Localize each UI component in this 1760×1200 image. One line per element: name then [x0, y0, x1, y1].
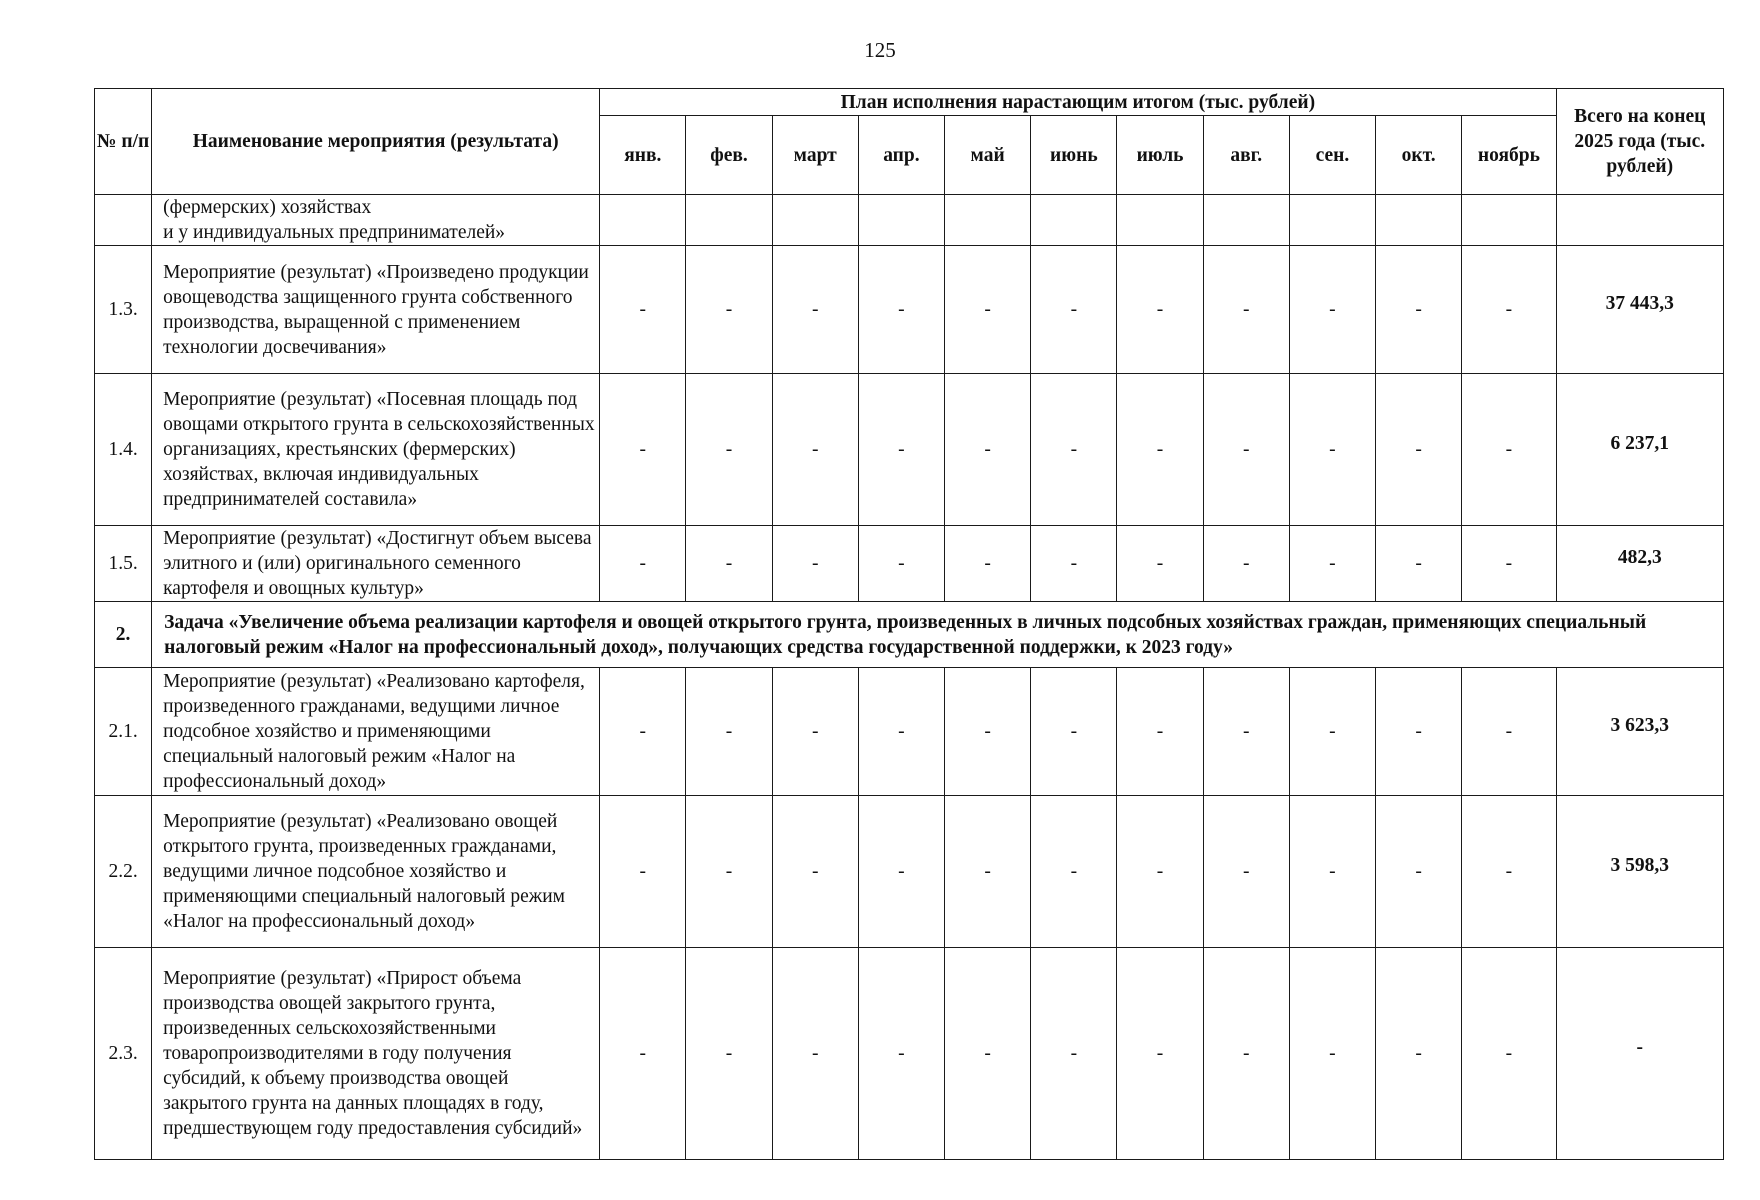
month-header: ноябрь — [1462, 116, 1556, 195]
month-cell: - — [772, 526, 858, 602]
month-cell: - — [1376, 948, 1462, 1160]
task-row — [95, 602, 1724, 668]
month-cell: - — [772, 796, 858, 948]
row-number: 2.2. — [95, 796, 152, 948]
header-total: Всего на конец 2025 года (тыс. рублей) — [1556, 89, 1723, 195]
month-cell: - — [945, 246, 1031, 374]
month-header: апр. — [858, 116, 944, 195]
month-cell: - — [1117, 948, 1203, 1160]
month-cell: - — [858, 796, 944, 948]
month-cell: - — [686, 796, 772, 948]
month-cell: - — [1289, 948, 1375, 1160]
month-cell: - — [1203, 668, 1289, 796]
month-cell: - — [945, 948, 1031, 1160]
month-cell: - — [1203, 526, 1289, 602]
month-cell — [772, 195, 858, 246]
month-header: март — [772, 116, 858, 195]
table-row — [95, 246, 1724, 374]
month-cell: - — [686, 948, 772, 1160]
month-cell — [858, 195, 944, 246]
table-row — [95, 948, 1724, 1160]
month-cell: - — [1203, 948, 1289, 1160]
month-cell: - — [1031, 526, 1117, 602]
month-cell: - — [1462, 796, 1556, 948]
month-cell: - — [858, 668, 944, 796]
month-header: янв. — [600, 116, 686, 195]
month-cell: - — [945, 668, 1031, 796]
month-cell: - — [600, 246, 686, 374]
row-number — [95, 195, 152, 246]
month-cell: - — [1203, 796, 1289, 948]
month-cell: - — [858, 246, 944, 374]
month-header: сен. — [1289, 116, 1375, 195]
month-cell: - — [1376, 796, 1462, 948]
month-cell: - — [686, 526, 772, 602]
month-cell: - — [1203, 374, 1289, 526]
month-cell: - — [1203, 246, 1289, 374]
month-cell: - — [1031, 948, 1117, 1160]
row-name: Мероприятие (результат) «Прирост объема производства овощей закрытого грунта, произведенных сельскохозяйственными товаропроизводителями в году получения субсидий, к объему производства овощей закрытого грунта на данных площадях в году, предшествующем году предоставления субсидий» — [152, 948, 600, 1160]
month-cell: - — [600, 668, 686, 796]
month-cell: - — [945, 796, 1031, 948]
month-cell: - — [686, 668, 772, 796]
month-cell: - — [1031, 796, 1117, 948]
month-cell: - — [600, 796, 686, 948]
month-cell: - — [772, 374, 858, 526]
month-cell: - — [1289, 374, 1375, 526]
month-cell — [1376, 195, 1462, 246]
total-cell: 3 598,3 — [1556, 796, 1723, 948]
month-cell: - — [1462, 948, 1556, 1160]
total-cell: 3 623,3 — [1556, 668, 1723, 796]
month-cell: - — [772, 246, 858, 374]
month-cell: - — [1376, 668, 1462, 796]
row-number: 1.3. — [95, 246, 152, 374]
total-cell: 6 237,1 — [1556, 374, 1723, 526]
total-cell — [1556, 195, 1723, 246]
total-cell: 37 443,3 — [1556, 246, 1723, 374]
month-cell: - — [1031, 374, 1117, 526]
month-cell: - — [858, 526, 944, 602]
month-cell — [1203, 195, 1289, 246]
task-text: Задача «Увеличение объема реализации картофеля и овощей открытого грунта, произведенных в личных подсобных хозяйствах граждан, применяющих специальный налоговый режим «Налог на профессиональный доход», получающих средства государственной поддержки, к 2023 году» — [152, 602, 1724, 668]
table-row — [95, 526, 1724, 602]
month-header: июнь — [1031, 116, 1117, 195]
month-cell: - — [1376, 526, 1462, 602]
table-row — [95, 668, 1724, 796]
month-cell — [1462, 195, 1556, 246]
month-cell — [1289, 195, 1375, 246]
total-cell: 482,3 — [1556, 526, 1723, 602]
month-cell: - — [600, 526, 686, 602]
month-cell: - — [1117, 796, 1203, 948]
task-number: 2. — [95, 602, 152, 668]
month-cell: - — [1462, 668, 1556, 796]
table-row — [95, 796, 1724, 948]
month-cell — [600, 195, 686, 246]
row-number: 1.4. — [95, 374, 152, 526]
month-cell: - — [1031, 668, 1117, 796]
month-cell: - — [858, 374, 944, 526]
row-name: Мероприятие (результат) «Посевная площадь под овощами открытого грунта в сельскохозяйственных организациях, крестьянских (фермерских) хозяйствах, включая индивидуальных предпринимателей составила» — [152, 374, 600, 526]
month-cell: - — [1462, 246, 1556, 374]
month-cell: - — [1376, 374, 1462, 526]
table-row-continued — [95, 195, 1724, 246]
row-number: 2.3. — [95, 948, 152, 1160]
month-cell: - — [772, 668, 858, 796]
header-plan: План исполнения нарастающим итогом (тыс. рублей) — [600, 89, 1556, 116]
month-header: авг. — [1203, 116, 1289, 195]
row-number: 2.1. — [95, 668, 152, 796]
month-cell — [686, 195, 772, 246]
table-row — [95, 374, 1724, 526]
month-cell: - — [1117, 246, 1203, 374]
month-header: май — [945, 116, 1031, 195]
month-cell: - — [1117, 374, 1203, 526]
month-cell: - — [1117, 668, 1203, 796]
header-name: Наименование мероприятия (результата) — [152, 89, 600, 195]
month-cell: - — [686, 374, 772, 526]
month-cell: - — [945, 526, 1031, 602]
month-cell: - — [772, 948, 858, 1160]
month-cell: - — [686, 246, 772, 374]
month-cell: - — [1289, 246, 1375, 374]
month-cell: - — [1289, 796, 1375, 948]
total-cell: - — [1556, 948, 1723, 1160]
month-cell: - — [858, 948, 944, 1160]
month-cell: - — [600, 948, 686, 1160]
page-number: 125 — [864, 38, 896, 62]
month-cell: - — [600, 374, 686, 526]
month-cell: - — [1289, 526, 1375, 602]
row-name: Мероприятие (результат) «Реализовано картофеля, произведенного гражданами, ведущими личное подсобное хозяйство и применяющими специальный налоговый режим «Налог на профессиональный доход» — [152, 668, 600, 796]
month-cell: - — [945, 374, 1031, 526]
row-name: Мероприятие (результат) «Достигнут объем высева элитного и (или) оригинального семенного картофеля и овощных культур» — [152, 526, 600, 602]
month-cell: - — [1462, 374, 1556, 526]
table-body — [95, 195, 1724, 1160]
row-number: 1.5. — [95, 526, 152, 602]
month-cell: - — [1117, 526, 1203, 602]
month-cell: - — [1462, 526, 1556, 602]
plan-table — [94, 88, 1724, 1160]
month-header: окт. — [1376, 116, 1462, 195]
month-cell — [945, 195, 1031, 246]
month-cell: - — [1031, 246, 1117, 374]
month-header: июль — [1117, 116, 1203, 195]
month-cell — [1117, 195, 1203, 246]
month-cell: - — [1289, 668, 1375, 796]
month-header: фев. — [686, 116, 772, 195]
row-name: (фермерских) хозяйствах и у индивидуальных предпринимателей» — [152, 195, 600, 246]
month-cell — [1031, 195, 1117, 246]
row-name: Мероприятие (результат) «Реализовано овощей открытого грунта, произведенных гражданами, ведущими личное подсобное хозяйство и применяющими специальный налоговый режим «Налог на профессиональный доход» — [152, 796, 600, 948]
month-cell: - — [1376, 246, 1462, 374]
header-num: № п/п — [95, 89, 152, 195]
row-name: Мероприятие (результат) «Произведено продукции овощеводства защищенного грунта собственного производства, выращенной с применением технологии досвечивания» — [152, 246, 600, 374]
